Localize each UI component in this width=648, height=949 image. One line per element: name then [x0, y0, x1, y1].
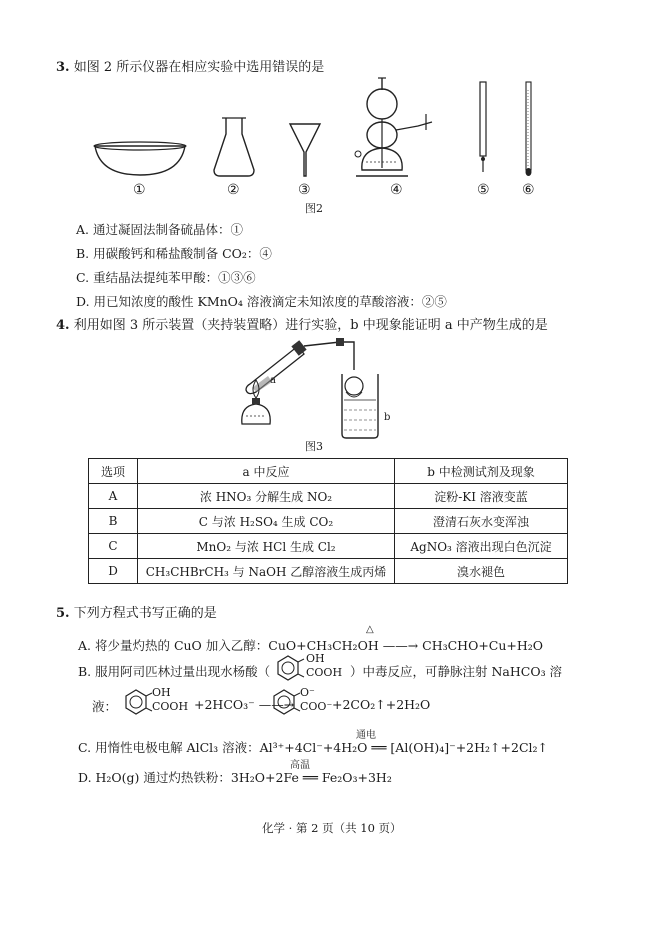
q5-option-d-condition: 高温 [290, 760, 310, 771]
table-cell: C 与浓 H₂SO₄ 生成 CO₂ [138, 509, 395, 534]
burette-icon [480, 82, 486, 172]
q3-option-b: B. 用碳酸钙和稀盐酸制备 CO₂：④ [76, 246, 272, 261]
q4-title: 利用如图 3 所示装置（夹持装置略）进行实验，b 中现象能证明 a 中产物生成的是 [73, 318, 548, 333]
table-header: 选项 [89, 459, 138, 484]
q5-option-a-condition: △ [366, 624, 374, 635]
q3-label-4: ④ [390, 182, 403, 198]
q5-option-c: C. 用惰性电极电解 AlCl₃ 溶液：Al³⁺+4Cl⁻+4H₂O ══ [Al(OH)₄]⁻+2H₂↑+2Cl₂↑ [78, 740, 548, 755]
struct-cooh-label-2: COOH [152, 700, 189, 713]
funnel-icon [290, 124, 320, 176]
struct-cooh-label: COOH [306, 666, 343, 679]
table-cell: AgNO₃ 溶液出现白色沉淀 [395, 534, 568, 559]
delivery-tube-icon [304, 342, 354, 370]
q4-answer-table [88, 458, 568, 584]
table-cell: B [89, 509, 138, 534]
apparatus-label-a: a [270, 375, 276, 386]
q3-label-2: ② [227, 182, 240, 198]
figure-2-caption: 图2 [305, 202, 323, 215]
q5-option-c-condition: 通电 [356, 730, 376, 741]
kipp-apparatus-icon [355, 78, 432, 176]
table-row [89, 559, 568, 584]
table-header: b 中检测试剂及现象 [395, 459, 568, 484]
table-cell: A [89, 484, 138, 509]
apparatus-label-b: b [384, 412, 391, 423]
q5-option-a: A. 将少量灼热的 CuO 加入乙醇：CuO+CH₃CH₂OH ——→ CH₃CHO+Cu+H₂O [78, 638, 544, 653]
q3-label-1: ① [133, 182, 146, 198]
q5-option-b-line2-post: +2CO₂↑+2H₂O [332, 697, 431, 712]
test-tube-icon [246, 340, 307, 393]
thermometer-icon [526, 82, 532, 176]
struct-oh-label-2: OH [152, 686, 171, 699]
struct-coominus-label: COO⁻ [300, 700, 333, 713]
struct-oh-label: OH [306, 652, 325, 665]
figure-2-apparatus [0, 0, 648, 220]
q3-title: 如图 2 所示仪器在相应实验中选用错误的是 [73, 60, 325, 75]
q3-option-c: C. 重结晶法提纯苯甲酸：①③⑥ [76, 270, 256, 285]
q3-label-3: ③ [298, 182, 311, 198]
table-cell: MnO₂ 与浓 HCl 生成 Cl₂ [138, 534, 395, 559]
q5-title-line [56, 602, 217, 621]
beaker-icon [342, 374, 378, 438]
q5-option-d: D. H₂O(g) 通过灼热铁粉：3H₂O+2Fe ══ Fe₂O₃+3H₂ [78, 770, 392, 785]
q3-label-6: ⑥ [522, 182, 535, 198]
table-cell: D [89, 559, 138, 584]
table-row [89, 534, 568, 559]
q3-label-5: ⑤ [477, 182, 490, 198]
q5-option-b-line2-mid: +2HCO₃⁻ ——→ [194, 697, 295, 712]
table-cell: CH₃CHBrCH₃ 与 NaOH 乙醇溶液生成丙烯 [138, 559, 395, 584]
table-row [89, 509, 568, 534]
q5-option-b-line2-pre: 液： [92, 699, 118, 714]
q5-option-b-line1-post: ）中毒反应，可静脉注射 NaHCO₃ 溶 [350, 664, 563, 679]
table-cell: C [89, 534, 138, 559]
table-row [89, 484, 568, 509]
q3-option-a: A. 通过凝固法制备硫晶体：① [76, 222, 243, 237]
q4-number: 4. [56, 318, 70, 333]
conical-flask-icon [214, 118, 254, 176]
table-cell: 澄清石灰水变浑浊 [395, 509, 568, 534]
page-footer: 化学 · 第 2 页（共 10 页） [262, 821, 402, 835]
q3-number: 3. [56, 60, 70, 75]
q5-option-b-line1-pre: B. 服用阿司匹林过量出现水杨酸（ [78, 664, 271, 679]
figure-3-apparatus [0, 330, 648, 450]
q5-title: 下列方程式书写正确的是 [73, 606, 217, 621]
q3-option-d: D. 用已知浓度的酸性 KMnO₄ 溶液滴定未知浓度的草酸溶液：②⑤ [76, 294, 447, 309]
table-header-row [89, 459, 568, 484]
figure-3-caption: 图3 [305, 440, 323, 453]
table-cell: 浓 HNO₃ 分解生成 NO₂ [138, 484, 395, 509]
table-cell: 溴水褪色 [395, 559, 568, 584]
q5-number: 5. [56, 606, 70, 621]
table-header: a 中反应 [138, 459, 395, 484]
struct-ominus-label: O⁻ [300, 686, 315, 699]
table-cell: 淀粉-KI 溶液变蓝 [395, 484, 568, 509]
